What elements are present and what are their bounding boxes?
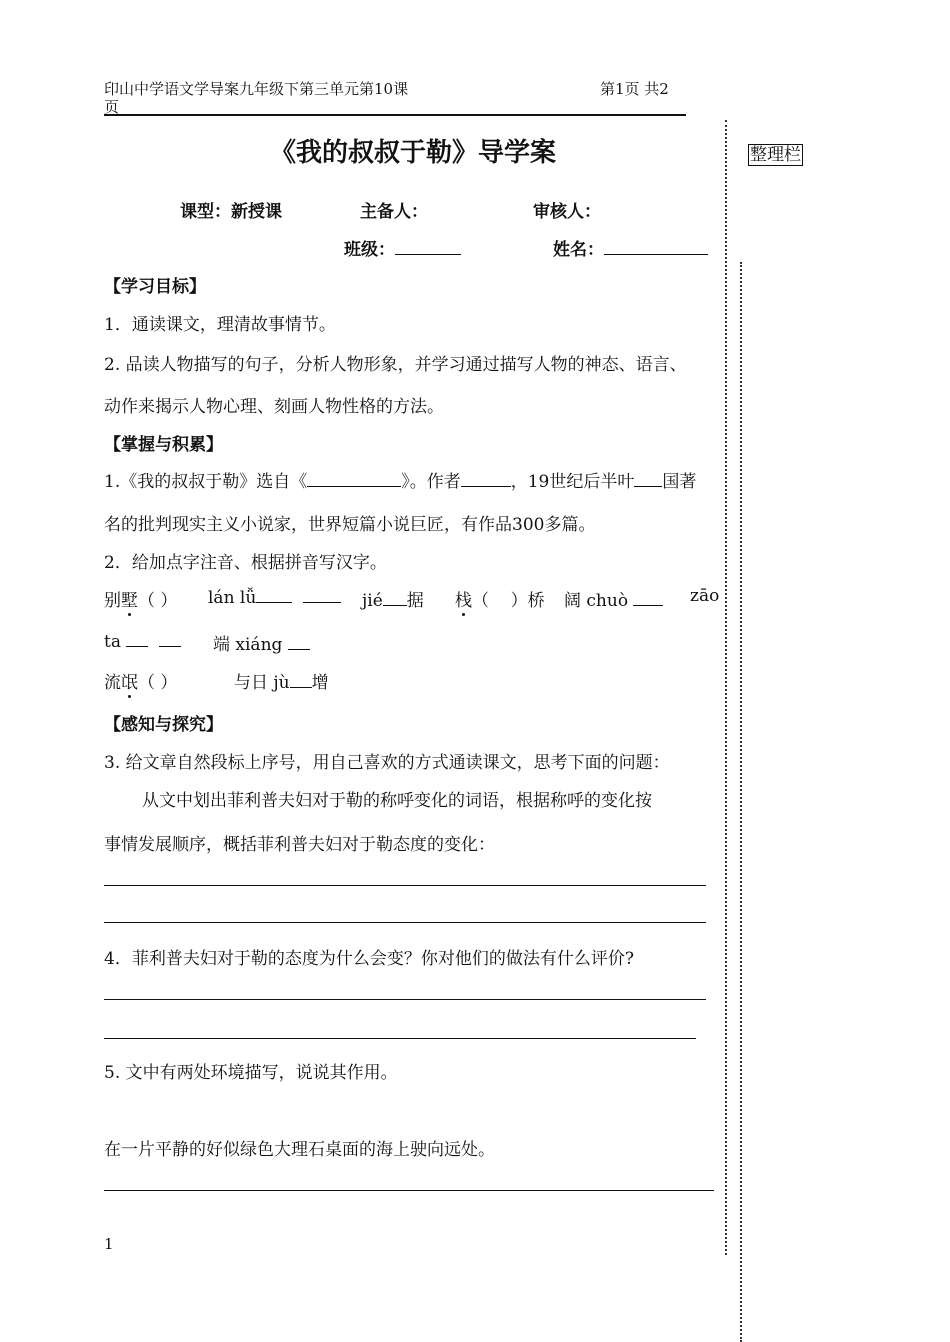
name-blank[interactable]	[604, 238, 708, 255]
class-field	[344, 235, 461, 260]
q1-part2: 》。作者	[401, 472, 461, 492]
pinyin-zaota	[104, 630, 181, 652]
preparer-label: 主备人：	[360, 202, 428, 222]
class-blank[interactable]	[395, 238, 461, 255]
pinyin-xiang	[213, 630, 310, 655]
q1-blank-author[interactable]	[461, 470, 511, 487]
name-field	[553, 235, 708, 260]
char-bie: 别	[104, 591, 121, 611]
paren-answer-2[interactable]: （ ）	[138, 673, 178, 693]
pinyin-liumang	[104, 668, 177, 693]
q1-part3: ，19世纪后半叶	[510, 472, 635, 492]
char-mang-dotted: 氓	[121, 668, 138, 693]
q4-text: 4．菲利普夫妇对于勒的态度为什么会变？你对他们的做法有什么评价?	[104, 949, 634, 969]
blank-lanlu-2[interactable]	[303, 586, 341, 603]
char-liu: 流	[104, 673, 121, 693]
paren-open: （	[472, 591, 489, 611]
lesson-type: 课型：新授课	[180, 202, 282, 222]
q1-line1	[104, 467, 696, 492]
header-left-wrap: 页	[104, 98, 120, 116]
section-explore: 【感知与探究】	[104, 715, 223, 735]
pinyin-zhanqiao	[455, 586, 545, 611]
name-label: 姓名：	[553, 240, 604, 260]
q3-line1: 3. 给文章自然段标上序号，用自己喜欢的方式通读课文，思考下面的问题：	[104, 753, 670, 773]
class-label: 班级：	[344, 240, 395, 260]
q1-blank-country[interactable]	[634, 470, 662, 487]
header-left: 印山中学语文学导案九年级下第三单元第10课	[104, 80, 409, 98]
q3-answer-line-1[interactable]	[104, 885, 706, 886]
pinyin-kuo: 阔 chuò	[564, 591, 629, 611]
goal-item-1: 1．通读课文，理清故事情节。	[104, 315, 336, 335]
pinyin-lanlu-text: lán lǚ	[208, 588, 257, 608]
goal-item-2-line1: 2. 品读人物描写的句子，分析人物形象，并学习通过描写人物的神态、语言、	[104, 355, 687, 375]
blank-ju[interactable]	[290, 671, 312, 688]
q3-line3: 事情发展顺序，概括菲利普夫妇对于勒态度的变化：	[104, 835, 495, 855]
q1-part1: 1.《我的叔叔于勒》选自《	[104, 472, 308, 492]
blank-xiang[interactable]	[288, 633, 310, 650]
pinyin-jieju	[362, 586, 424, 611]
q4-answer-line-2[interactable]	[104, 1038, 696, 1039]
pinyin-ju	[234, 668, 329, 693]
char-shu-dotted: 墅	[121, 586, 138, 611]
pinyin-duanxiang: 端 xiáng	[213, 635, 283, 655]
q5-quote: 在一片平静的好似绿色大理石桌面的海上驶向远处。	[104, 1140, 495, 1160]
q3-answer-line-2[interactable]	[104, 922, 706, 923]
blank-lanlu-1[interactable]	[256, 586, 292, 603]
pinyin-bieshu	[104, 586, 177, 611]
q3-line2: 从文中划出菲利普夫妇对于勒的称呼变化的词语，根据称呼的变化按	[142, 791, 652, 811]
char-ju: 据	[406, 591, 424, 611]
blank-ta-1[interactable]	[126, 630, 148, 647]
header-right: 第1页 共2	[600, 80, 669, 98]
paren-answer[interactable]: （ ）	[138, 591, 178, 611]
blank-ta-2[interactable]	[159, 630, 181, 647]
pinyin-ta: ta	[104, 632, 121, 652]
pinyin-zao: zāo	[690, 586, 720, 606]
pinyin-jie: jié	[362, 591, 383, 611]
pinyin-yuriju: 与日 jù	[234, 673, 290, 693]
section-master: 【掌握与积累】	[104, 435, 223, 455]
char-zeng: 增	[311, 673, 329, 693]
page-title: 《我的叔叔于勒》导学案	[270, 138, 557, 168]
q4-answer-line-1[interactable]	[104, 999, 706, 1000]
blank-jie[interactable]	[383, 589, 407, 606]
q1-part4: 国著	[662, 472, 697, 492]
q5-text: 5. 文中有两处环境描写，说说其作用。	[104, 1063, 398, 1083]
page-number: 1	[104, 1235, 114, 1253]
reviewer-label: 审核人：	[533, 202, 601, 222]
q2-text: 2．给加点字注音、根据拼音写汉字。	[104, 553, 387, 573]
pinyin-kuochuo	[564, 586, 663, 611]
goal-item-2-line2: 动作来揭示人物心理、刻画人物性格的方法。	[104, 397, 444, 417]
q5-answer-line[interactable]	[104, 1190, 714, 1191]
blank-chuo[interactable]	[633, 589, 663, 606]
char-zhan-dotted: 栈	[455, 586, 472, 611]
header-rule	[104, 114, 686, 116]
side-box-label: 整理栏	[750, 145, 801, 165]
binding-line-outer	[740, 262, 742, 1342]
pinyin-lanlu	[208, 586, 341, 608]
q1-line2: 名的批判现实主义小说家，世界短篇小说巨匠，有作品300多篇。	[104, 515, 596, 535]
q1-blank-source[interactable]	[307, 470, 401, 487]
char-qiao: ）桥	[510, 591, 545, 611]
binding-line-inner	[725, 120, 727, 1255]
section-goals: 【学习目标】	[104, 277, 206, 297]
